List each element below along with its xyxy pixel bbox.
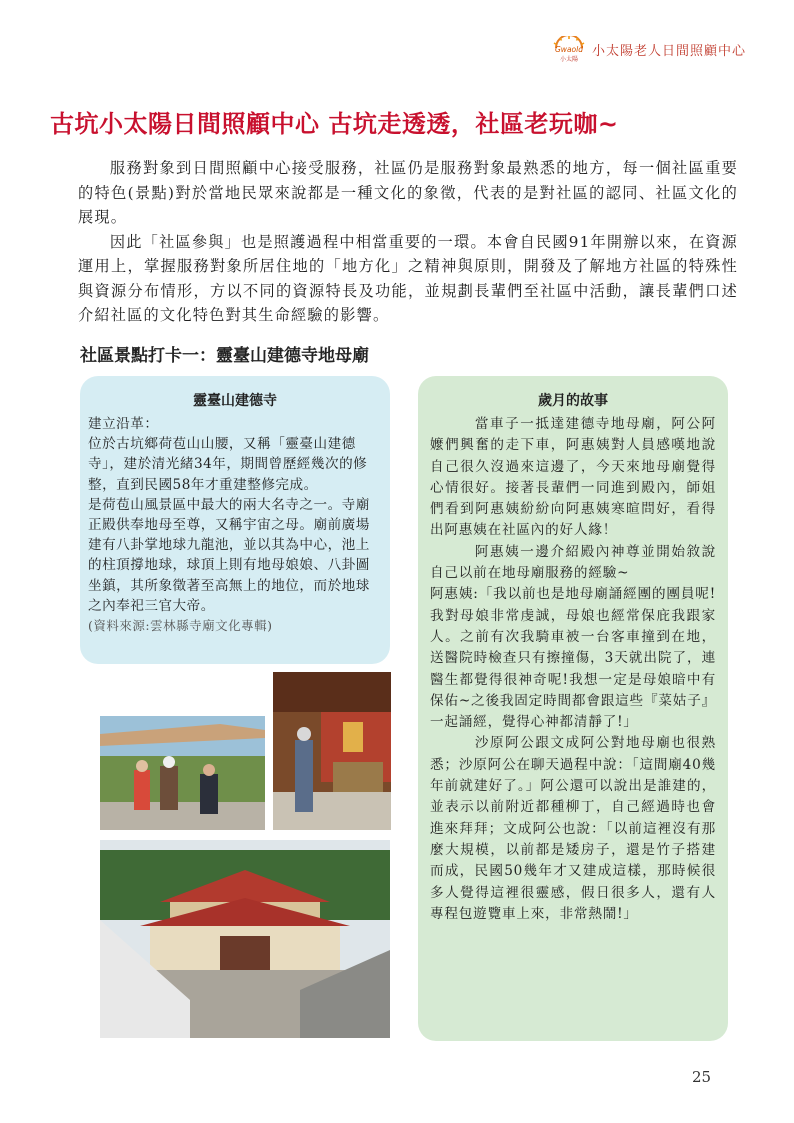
intro-text xyxy=(78,156,738,328)
intro-paragraph-2: 因此「社區參與」也是照護過程中相當重要的一環。本會自民國91年開辦以來，在資源運用上，掌握服務對象所居住地的「地方化」之精神與原則，開發及了解地方社區的特殊性與資源分布情形，方以不同的資源特長及功能，並規劃長輩們至社區中活動，讓長輩們口述介紹社區的文化特色對其生命經驗的影響。 xyxy=(78,232,738,324)
sun-logo-icon xyxy=(552,36,586,62)
source-note: (資料來源:雲林縣寺廟文化專輯) xyxy=(88,618,273,634)
history-text: 位於古坑鄉荷苞山山腰，又稱「靈臺山建德寺」，建於清光緒34年，期間曾歷經幾次的修整，直到民國58年才重建整修完成。 xyxy=(88,436,368,493)
story-paragraph-4: 沙原阿公跟文成阿公對地母廟也很熟悉；沙原阿公在聊天過程中說：「這間廟40幾年前就建好了。」阿公還可以說出是誰建的，並表示以前附近都種柳丁，自己經過時也會進來拜拜；文成阿公也說：「以前這裡沒有那麼大規模，以前都是矮房子，還是竹子搭建而成，民國50幾年才又建成這樣，那時候很多人覺得這裡很靈感，假日很多人，還有人專程包遊覽車上來，非常熱鬧!」 xyxy=(430,735,716,922)
section-heading: 社區景點打卡一：靈臺山建德寺地母廟 xyxy=(80,346,369,366)
logo-word: Gwaold xyxy=(554,45,583,54)
logo-sub: 小太陽 xyxy=(559,56,578,62)
temple-info-card xyxy=(80,376,390,664)
story-card-title: 歲月的故事 xyxy=(538,393,608,409)
photo-inside-temple xyxy=(273,672,391,830)
page-title: 古坑小太陽日間照顧中心 古坑走透透，社區老玩咖~ xyxy=(50,110,619,138)
center-name: 小太陽老人日間照顧中心 xyxy=(591,43,746,59)
story-card xyxy=(418,376,728,1041)
photo-elders-at-temple-gate xyxy=(100,716,265,830)
photo-temple-exterior xyxy=(100,840,390,1038)
header-logo xyxy=(552,36,746,62)
intro-paragraph-1: 服務對象到日間照顧中心接受服務，社區仍是服務對象最熟悉的地方，每一個社區重要的特色(景點)對於當地民眾來說都是一種文化的象徵，代表的是對社區的認同、社區文化的展現。 xyxy=(78,159,738,226)
history-label: 建立沿革： xyxy=(88,416,159,432)
story-paragraph-1: 當車子一抵達建德寺地母廟，阿公阿嬤們興奮的走下車，阿惠姨對人員感嘆地說自己很久沒過來這邊了，今天來地母廟覺得心情很好。接著長輩們一同進到殿內，師姐們看到阿惠姨紛紛向阿惠姨寒暄問好，看得出阿惠姨在社區內的好人緣！ xyxy=(430,416,716,539)
temple-card-title: 靈臺山建德寺 xyxy=(193,393,277,409)
story-paragraph-2: 阿惠姨一邊介紹殿內神尊並開始敘說自己以前在地母廟服務的經驗~ xyxy=(430,543,716,582)
page-number: 25 xyxy=(692,1068,712,1086)
feature-text: 是荷苞山風景區中最大的兩大名寺之一。寺廟正殿供奉地母至尊，又稱宇宙之母。廟前廣場建有八卦掌地球九龍池，並以其為中心，池上的柱頂撐地球，球頂上則有地母娘娘、八卦圖坐鎮，其所象徵著至高無上的地位，而於地球之內奉祀三官大帝。 xyxy=(88,496,370,614)
story-paragraph-3: 阿惠姨:「我以前也是地母廟誦經團的團員呢!我對母娘非常虔誠，母娘也經常保庇我跟家人。之前有次我騎車被一台客車撞到在地，送醫院時檢查只有擦撞傷，3天就出院了，連醫生都覺得很神奇呢!我想一定是母娘暗中有保佑~之後我固定時間都會跟這些『菜姑子』一起誦經，覺得心神都清靜了!」 xyxy=(430,586,716,731)
